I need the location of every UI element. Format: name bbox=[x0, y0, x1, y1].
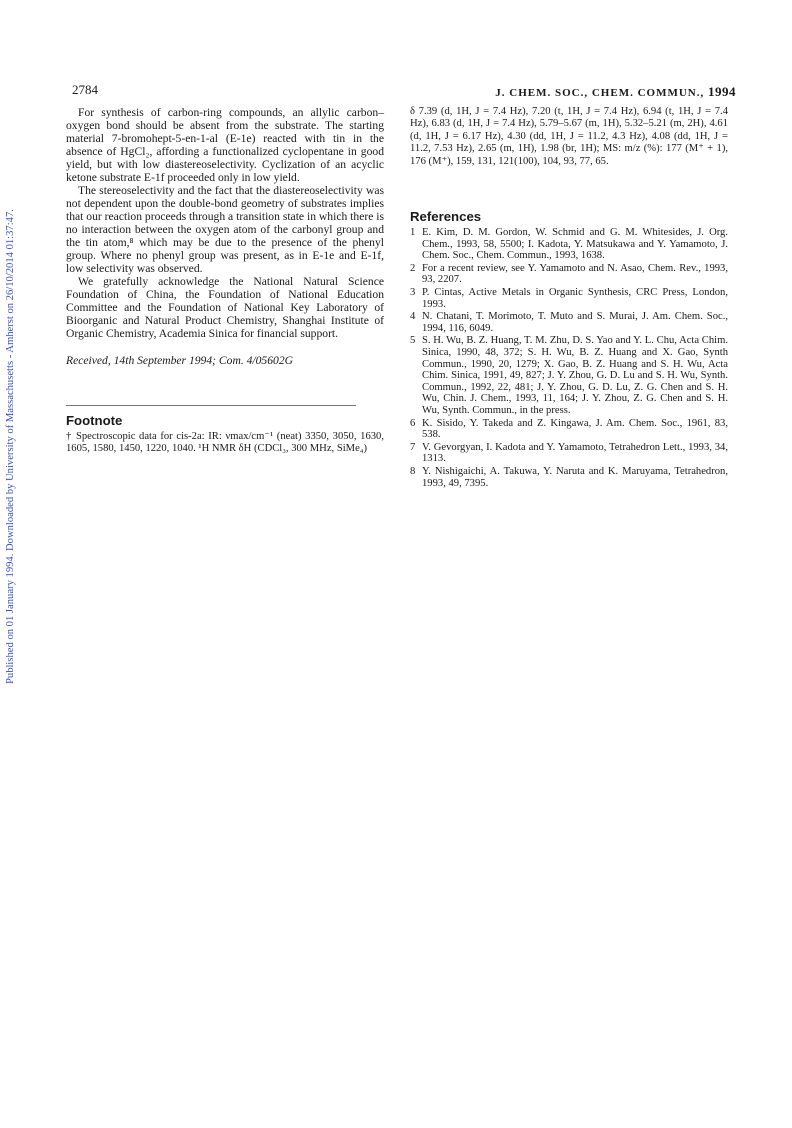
reference-item bbox=[410, 466, 728, 489]
references-list bbox=[410, 227, 728, 489]
reference-item bbox=[410, 287, 728, 310]
spectroscopic-data-continued: δ 7.39 (d, 1H, J = 7.4 Hz), 7.20 (t, 1H, J = 7.4 Hz), 6.94 (t, 1H, J = 7.4 Hz), 6.83 (d, 1H, J = 7.4 Hz), 5.79–5.67 (m, 1H), 5.32–5.21 (m, 2H), 4.61 (d, 1H, J = 6.17 Hz), 4.30 (dd, 1H, J = 11.2, 4.3 Hz), 4.08 (dd, 1H, J = 11.2, 7.53 Hz), 2.65 (m, 1H), 1.98 (br, 1H); MS: m/z (%): 177 (M⁺ + 1), 176 (M⁺), 159, 131, 121(100), 104, 93, 77, 65. bbox=[410, 106, 728, 167]
page-number: 2784 bbox=[72, 82, 98, 97]
body-paragraph-2: The stereoselectivity and the fact that the diastereoselectivity was not dependent upon the double-bond geometry of substrates implies that our reaction proceeds through a transition state in which there is no interaction between the oxygen atom of the carbonyl group and the tin atom,⁸ which may be due to the presence of the phenyl group. Where no phenyl group was present, as in E-1e and E-1f, low selectivity was observed. bbox=[66, 184, 384, 275]
reference-text: E. Kim, D. M. Gordon, W. Schmid and G. M. Whitesides, J. Org. Chem., 1993, 58, 5500; I. Kadota, Y. Matsukawa and Y. Yamamoto, J. Chem. Soc., Chem. Commun., 1993, 1638. bbox=[422, 227, 728, 262]
reference-item bbox=[410, 418, 728, 441]
reference-number: 6 bbox=[410, 417, 416, 429]
acknowledgement-paragraph: We gratefully acknowledge the National Natural Science Foundation of China, the Foundation of National Education Committee and the Foundation of National Key Laboratory of Bioorganic and Natural Product Chemistry, Shanghai Institute of Organic Chemistry, Academia Sinica for financial support. bbox=[66, 275, 384, 340]
journal-header bbox=[495, 84, 736, 100]
footnote-heading: Footnote bbox=[66, 413, 123, 428]
right-column bbox=[410, 106, 728, 490]
reference-text: N. Chatani, T. Morimoto, T. Muto and S. Murai, J. Am. Chem. Soc., 1994, 116, 6049. bbox=[422, 311, 728, 334]
reference-item bbox=[410, 263, 728, 286]
reference-item bbox=[410, 335, 728, 416]
journal-year: 1994 bbox=[708, 84, 736, 99]
reference-text: V. Gevorgyan, I. Kadota and Y. Yamamoto, Tetrahedron Lett., 1993, 34, 1313. bbox=[422, 441, 728, 465]
reference-number: 4 bbox=[410, 311, 416, 323]
reference-text: Y. Nishigaichi, A. Takuwa, Y. Naruta and K. Maruyama, Tetrahedron, 1993, 49, 7395. bbox=[422, 465, 728, 489]
reference-item bbox=[410, 227, 728, 262]
journal-title: J. CHEM. SOC., CHEM. COMMUN., bbox=[495, 87, 705, 99]
reference-text: For a recent review, see Y. Yamamoto and N. Asao, Chem. Rev., 1993, 93, 2207. bbox=[422, 262, 728, 286]
reference-number: 5 bbox=[410, 335, 416, 347]
reference-number: 7 bbox=[410, 441, 416, 453]
footnote-divider bbox=[66, 405, 356, 406]
reference-item bbox=[410, 442, 728, 465]
reference-number: 3 bbox=[410, 287, 416, 298]
body-paragraph-1: For synthesis of carbon-ring compounds, an allylic carbon–oxygen bond should be absent from the substrate. The starting material 7-bromohept-5-en-1-al (E-1e) reacted with tin in the absence of HgCl₂, affording a functionalized cyclopentane in good yield, but with low diastereoselectivity. Cyclization of an acyclic ketone substrate E-1f proceeded only in low yield. bbox=[66, 106, 384, 184]
reference-number: 2 bbox=[410, 262, 416, 274]
reference-text: K. Sisido, Y. Takeda and Z. Kingawa, J. Am. Chem. Soc., 1961, 83, 538. bbox=[422, 417, 728, 441]
footnote-text: † Spectroscopic data for cis-2a: IR: νmax/cm⁻¹ (neat) 3350, 3050, 1630, 1605, 1580, 1450, 1220, 1040. ¹H NMR δH (CDCl₃, 300 MHz, SiMe₄) bbox=[66, 431, 384, 455]
reference-number: 8 bbox=[410, 465, 416, 477]
references-heading: References bbox=[410, 209, 482, 225]
left-column bbox=[66, 106, 384, 456]
reference-text: S. H. Wu, B. Z. Huang, T. M. Zhu, D. S. Yao and Y. L. Chu, Acta Chim. Sinica, 1990, 48, 372; S. H. Wu, B. Z. Huang and X. Gao, Synth Commun., 1990, 20, 1279; X. Gao, B. Z. Huang and S. H. Wu, Acta Chim. Sinica, 1991, 49, 827; J. Y. Zhou, G. D. Lu and S. H. Wu, Synth. Commun., 1992, 22, 481; J. Y. Zhou, G. D. Lu, Z. G. Chen and S. H. Wu, Chin. J. Chem., 1993, 11, 164; J. Y. Zhou, Z. G. Chen and S. H. Wu, Synth. Commun., in the press. bbox=[422, 335, 728, 416]
reference-item bbox=[410, 311, 728, 334]
reference-text: P. Cintas, Active Metals in Organic Synthesis, CRC Press, London, 1993. bbox=[422, 287, 728, 310]
download-watermark: Published on 01 January 1994. Downloaded by University of Massachusetts - Amherst on 26/10/2014 01:37:47. bbox=[5, 209, 16, 684]
reference-number: 1 bbox=[410, 227, 416, 239]
received-line: Received, 14th September 1994; Com. 4/05602G bbox=[66, 354, 293, 367]
